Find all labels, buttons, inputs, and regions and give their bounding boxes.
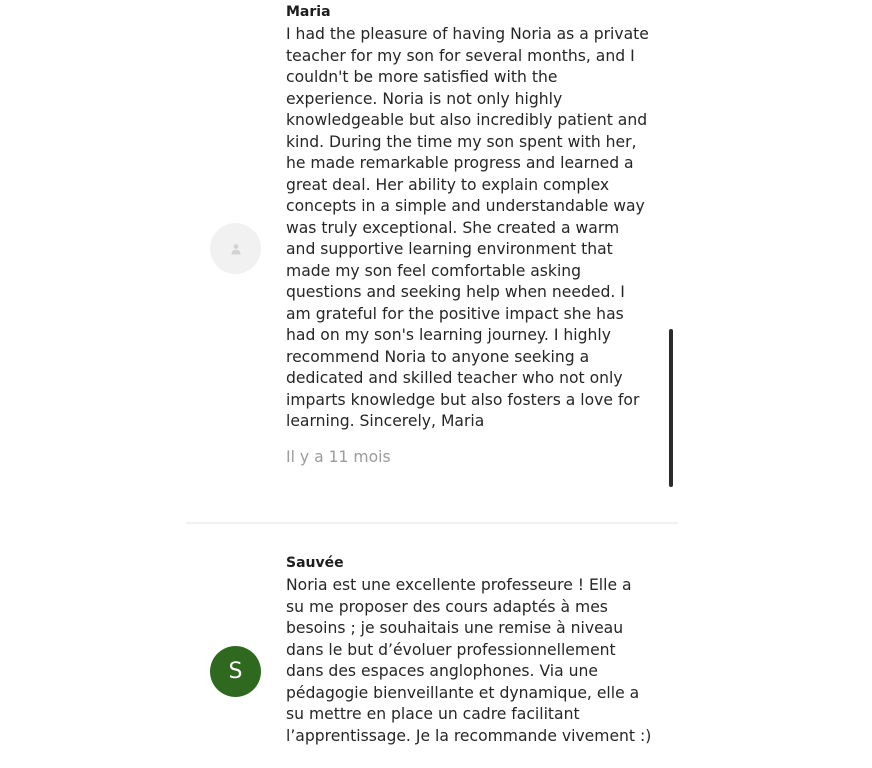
user-silhouette-icon [230, 243, 242, 255]
review-text: I had the pleasure of having Noria as a private teacher for my son for several months, and I couldn't be more satisfied with the experience. Noria is not only highly knowledgeable but also incredibly patient and kind. During the time my son spent with her, he made remarkable progress and learned a great deal. Her ability to explain complex concepts in a simple and understandable way was truly exceptional. She created a warm and supportive learning environment that made my son feel comfortable asking questions and seeking help when needed. I am grateful for the positive impact she has had on my son's learning journey. I highly recommend Noria to anyone seeking a dedicated and skilled teacher who not only imparts knowledge but also fosters a love for learning. Sincerely, Maria [286, 25, 649, 430]
review-text: Noria est une excellente professeure ! Elle a su me proposer des cours adaptés à mes besoins ; je souhaitais une remise à niveau dans le but d’évoluer professionnellement dans des espaces anglophones. Via une pédagogie bienveillante et dynamique, elle a su mettre en place un cadre facilitant l’apprentissage. Je la recommande vivement :) [286, 576, 652, 745]
avatar-letter: S [228, 658, 243, 684]
review-author: Maria [286, 4, 331, 20]
avatar [210, 223, 261, 274]
review-author: Sauvée [286, 555, 344, 571]
scrollbar-thumb[interactable] [669, 329, 673, 487]
review-content [286, 555, 653, 747]
avatar [210, 646, 261, 697]
review-divider [186, 522, 678, 524]
review-date: Il y a 11 mois [286, 447, 391, 466]
review-content [286, 4, 653, 467]
